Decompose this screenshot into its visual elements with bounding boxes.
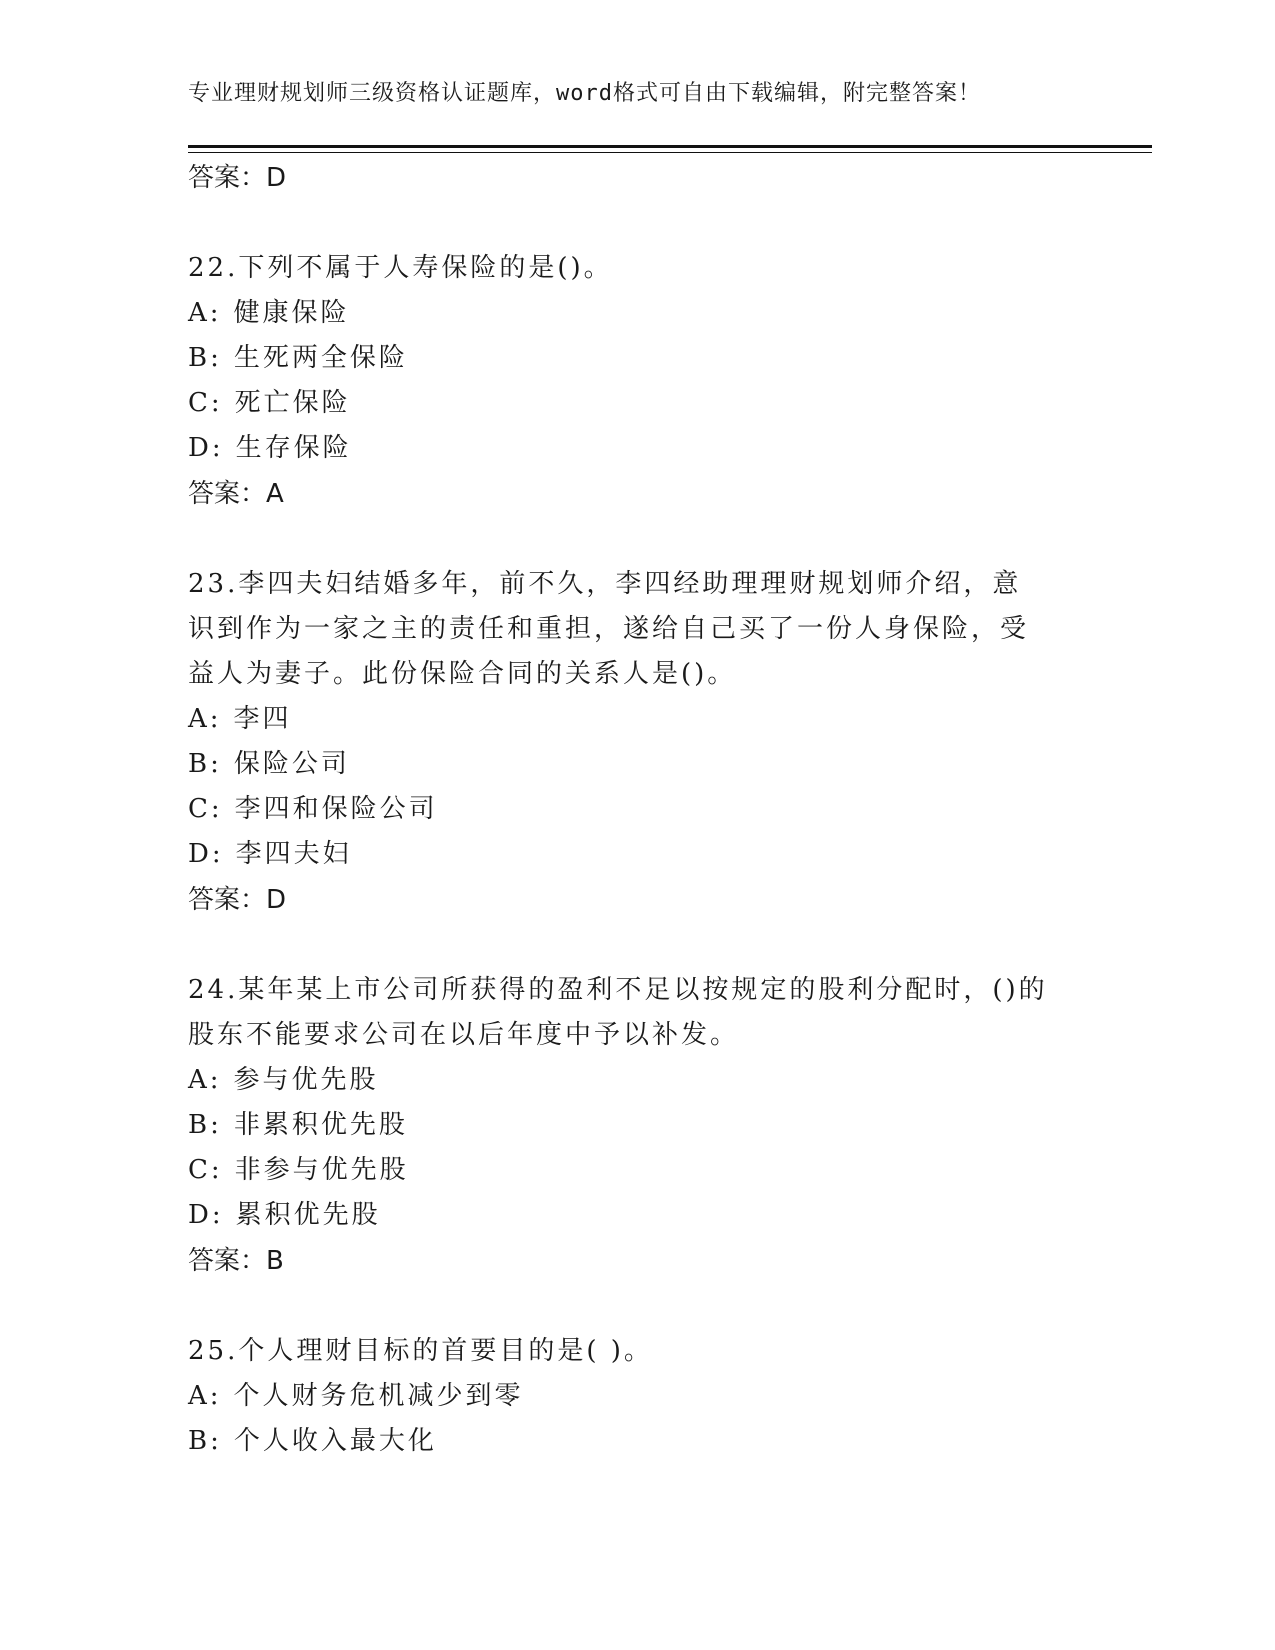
question-stem: 25.个人理财目标的首要目的是( )。 (188, 1336, 653, 1366)
option-b: B: 非累积优先股 (188, 1110, 408, 1140)
option-a: A: 个人财务危机减少到零 (188, 1381, 524, 1411)
page-header: 专业理财规划师三级资格认证题库，word格式可自由下载编辑，附完整答案！ (188, 81, 981, 106)
question-stem: 22.下列不属于人寿保险的是()。 (188, 253, 613, 283)
previous-answer: 答案：D (188, 163, 287, 193)
header-rule-thin (188, 152, 1152, 153)
option-a: A: 李四 (188, 704, 292, 734)
option-a: A: 健康保险 (188, 298, 350, 328)
option-d: D: 李四夫妇 (188, 839, 352, 869)
option-d: D: 累积优先股 (188, 1200, 381, 1230)
question-stem: 24.某年某上市公司所获得的盈利不足以按规定的股利分配时，()的股东不能要求公司在以后年度中予以补发。 (188, 975, 1048, 1050)
header-rule (188, 145, 1152, 148)
option-b: B: 保险公司 (188, 749, 350, 779)
answer: 答案：B (188, 1246, 284, 1276)
option-b: B: 生死两全保险 (188, 343, 408, 373)
question-stem: 23.李四夫妇结婚多年，前不久，李四经助理理财规划师介绍，意识到作为一家之主的责任和重担，遂给自己买了一份人身保险，受益人为妻子。此份保险合同的关系人是()。 (188, 569, 1030, 689)
option-c: C: 死亡保险 (188, 388, 351, 418)
option-c: C: 李四和保险公司 (188, 794, 438, 824)
answer: 答案：A (188, 479, 284, 509)
question-23 (188, 562, 1088, 923)
answer: 答案：D (188, 885, 287, 915)
question-24 (188, 968, 1088, 1284)
option-b: B: 个人收入最大化 (188, 1426, 437, 1456)
option-d: D: 生存保险 (188, 433, 352, 463)
question-25 (188, 1329, 1088, 1464)
question-22 (188, 246, 1088, 517)
question-list (188, 155, 1088, 1464)
option-a: A: 参与优先股 (188, 1065, 379, 1095)
option-c: C: 非参与优先股 (188, 1155, 409, 1185)
